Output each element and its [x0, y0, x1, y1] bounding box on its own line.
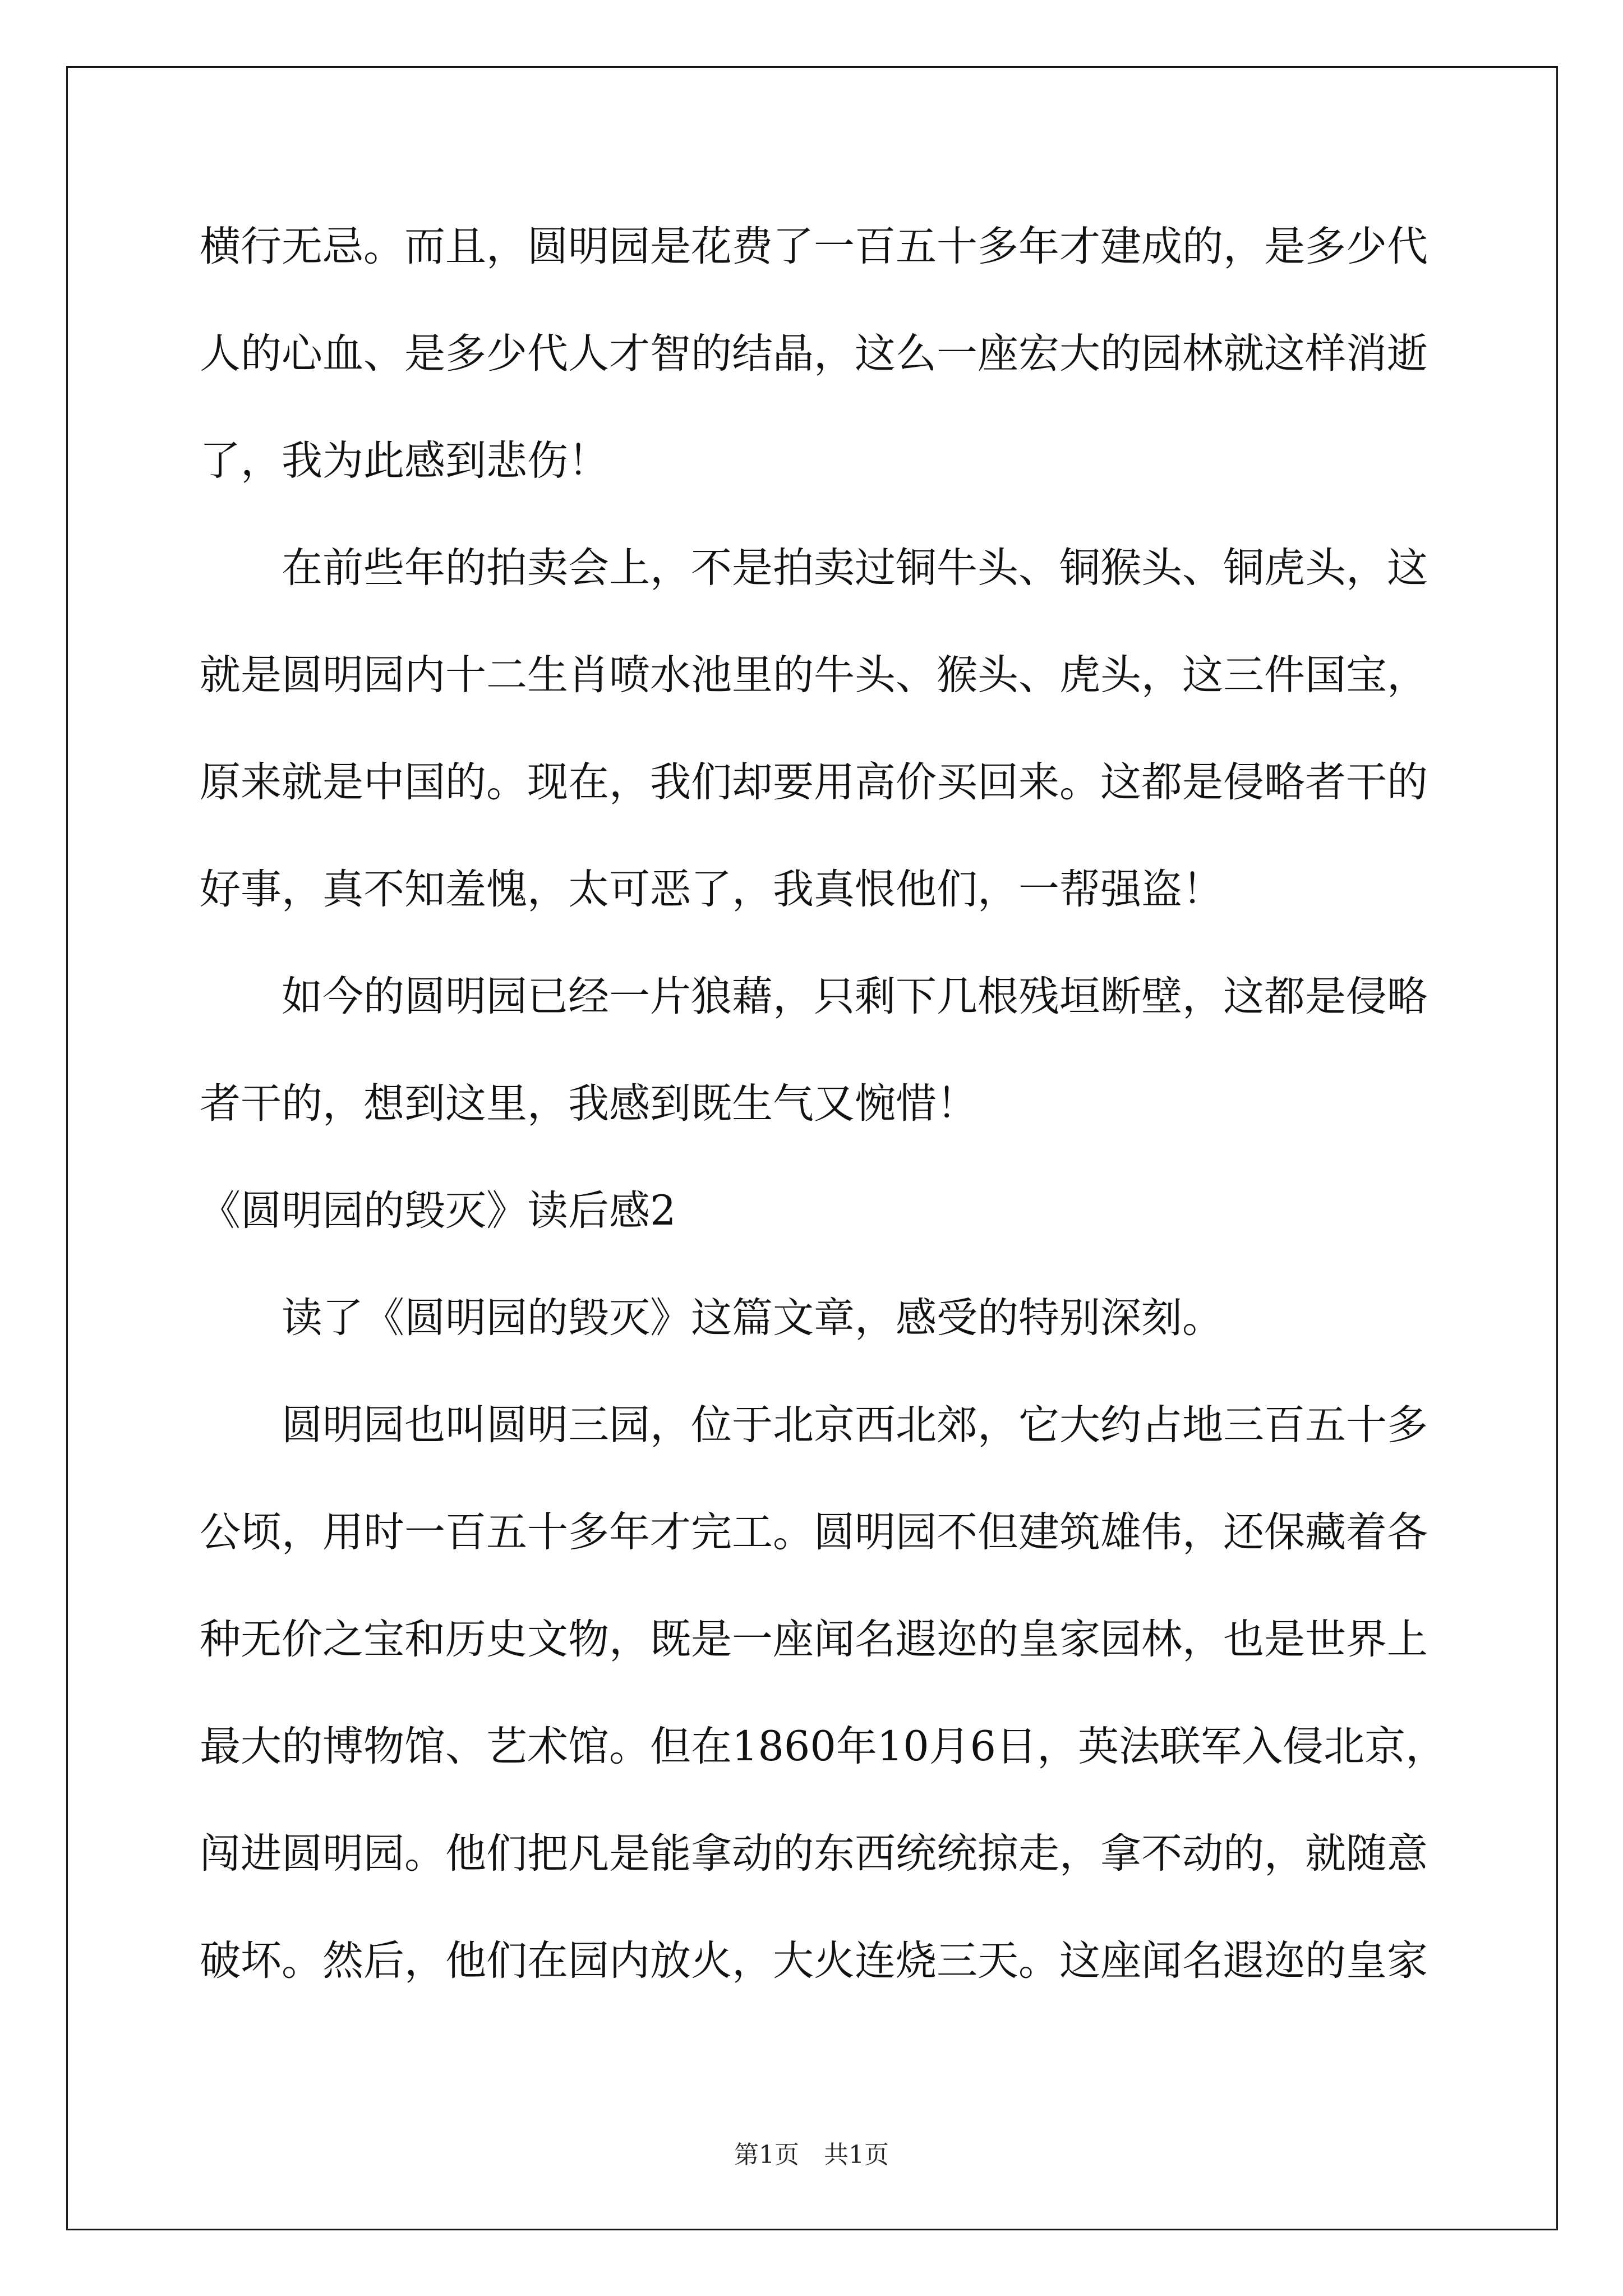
document-body [200, 213, 1461, 2035]
text-line: 破坏。然后，他们在园内放火，大火连烧三天。这座闻名遐迩的皇家 [200, 1937, 1428, 1985]
text-line: 了，我为此感到悲伤！ [200, 437, 609, 485]
text-line: 人的心血、是多少代人才智的结晶，这么一座宏大的园林就这样消逝 [200, 330, 1428, 378]
text-line: 好事，真不知羞愧，太可恶了，我真恨他们，一帮强盗！ [200, 866, 1223, 913]
text-line: 公顷，用时一百五十多年才完工。圆明园不但建筑雄伟，还保藏着各 [200, 1508, 1428, 1556]
text-line: 就是圆明园内十二生肖喷水池里的牛头、猴头、虎头，这三件国宝， [200, 651, 1428, 699]
page-footer: 第1页 共1页 [734, 2141, 889, 2169]
text-line: 原来就是中国的。现在，我们却要用高价买回来。这都是侵略者干的 [200, 758, 1428, 806]
text-line: 读了《圆明园的毁灭》这篇文章，感受的特别深刻。 [200, 1294, 1223, 1342]
text-line: 横行无忌。而且，圆明园是花费了一百五十多年才建成的，是多少代 [200, 223, 1428, 270]
text-line: 者干的，想到这里，我感到既生气又惋惜！ [200, 1080, 978, 1128]
text-line: 如今的圆明园已经一片狼藉，只剩下几根残垣断壁，这都是侵略 [200, 973, 1428, 1020]
text-line: 在前些年的拍卖会上，不是拍卖过铜牛头、铜猴头、铜虎头，这 [200, 544, 1428, 592]
text-line: 种无价之宝和历史文物，既是一座闻名遐迩的皇家园林，也是世界上 [200, 1616, 1428, 1663]
text-line: 最大的博物馆、艺术馆。但在1860年10月6日，英法联军入侵北京， [200, 1723, 1447, 1770]
section-heading: 《圆明园的毁灭》读后感2 [200, 1187, 676, 1235]
text-line: 闯进圆明园。他们把凡是能拿动的东西统统掠走，拿不动的，就随意 [200, 1830, 1428, 1878]
text-line: 圆明园也叫圆明三园，位于北京西北郊，它大约占地三百五十多 [200, 1401, 1428, 1449]
